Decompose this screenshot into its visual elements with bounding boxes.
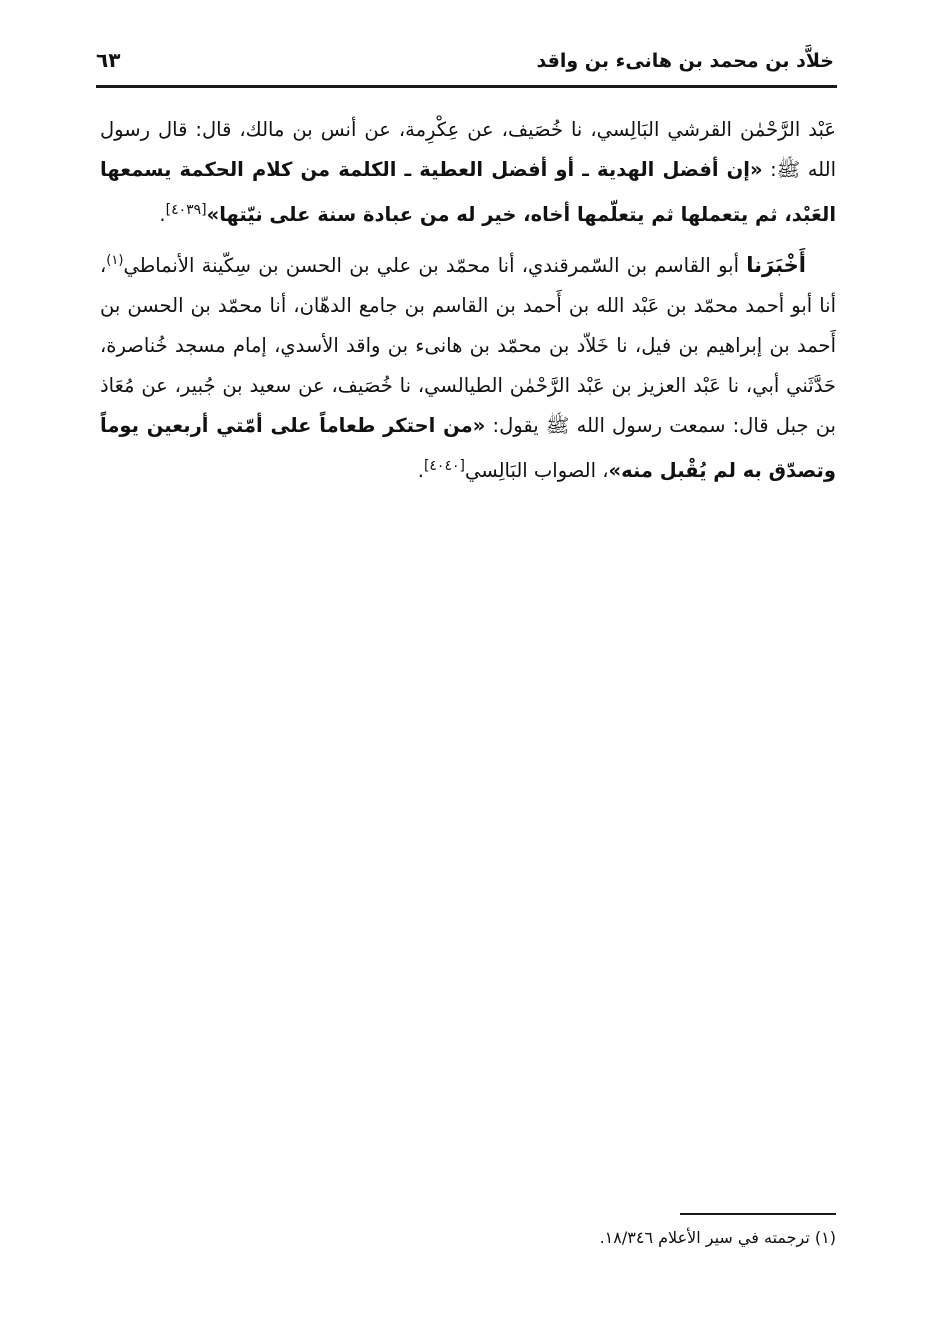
header-rule bbox=[96, 85, 837, 88]
running-title: خلاَّد بن محمد بن هانىء بن واقد bbox=[536, 50, 834, 72]
page-number: ٦٣ bbox=[96, 48, 121, 72]
paragraph-1 bbox=[100, 110, 836, 235]
paragraph-2-text-a: أبو القاسم بن السّمرقندي، أنا محمّد بن علي بن الحسن بن سِكّينة الأنماطي bbox=[123, 254, 747, 277]
reference-number-1: [٤٠٣٩] bbox=[165, 202, 207, 218]
main-text bbox=[100, 110, 836, 491]
reference-number-2: [٤٠٤٠] bbox=[423, 458, 465, 474]
hadith-text-1: «إن أفضل الهدية ـ أو أفضل العطية ـ الكلمة من كلام الحكمة يسمعها العَبْد، ثم يتعملها ثم يتعلّمها أخاه، خير له من عبادة سنة على نيّتها» bbox=[100, 158, 836, 226]
hadith-text-2: «من احتكر طعاماً على أمّتي أربعين يوماً وتصدّق به لم يُقْبل منه» bbox=[100, 414, 836, 482]
footnote-rule bbox=[680, 1213, 836, 1215]
paragraph-opener: أَخْبَرَنا bbox=[746, 253, 806, 277]
paragraph-2-text-c: ، الصواب البَالِسي bbox=[464, 459, 609, 482]
paragraph-2-end: . bbox=[417, 459, 424, 482]
footnote-marker: (١) bbox=[106, 253, 124, 268]
footnote: (١) ترجمته في سير الأعلام ١٨/٣٤٦. bbox=[599, 1228, 836, 1247]
paragraph-2-text-b: ، أنا أبو أحمد محمّد بن عَبْد الله بن أَحمد بن القاسم بن جامع الدهّان، أنا محمّد بن الحسن بن أَحمد بن إبراهيم بن فيل، نا خَلاّد بن محمّد بن هانىء بن واقد الأسدي، إمام مسجد خُناصرة، حَدَّثَني أبي، نا عَبْد العزيز بن عَبْد الرَّحْمٰن الطيالسي، نا خُصَيف، عن سعيد بن جُبير، عن مُعَاذ بن جبل قال: سمعت رسول الله ﷺ يقول: bbox=[100, 254, 836, 437]
page-header bbox=[96, 44, 834, 84]
paragraph-1-text: عَبْد الرَّحْمٰن القرشي البَالِسي، نا خُصَيف، عن عِكْرِمة، عن أنس بن مالك، قال: قال رسول الله ﷺ: bbox=[100, 118, 836, 181]
paragraph-2 bbox=[100, 241, 836, 491]
paragraph-1-end: . bbox=[159, 203, 166, 226]
